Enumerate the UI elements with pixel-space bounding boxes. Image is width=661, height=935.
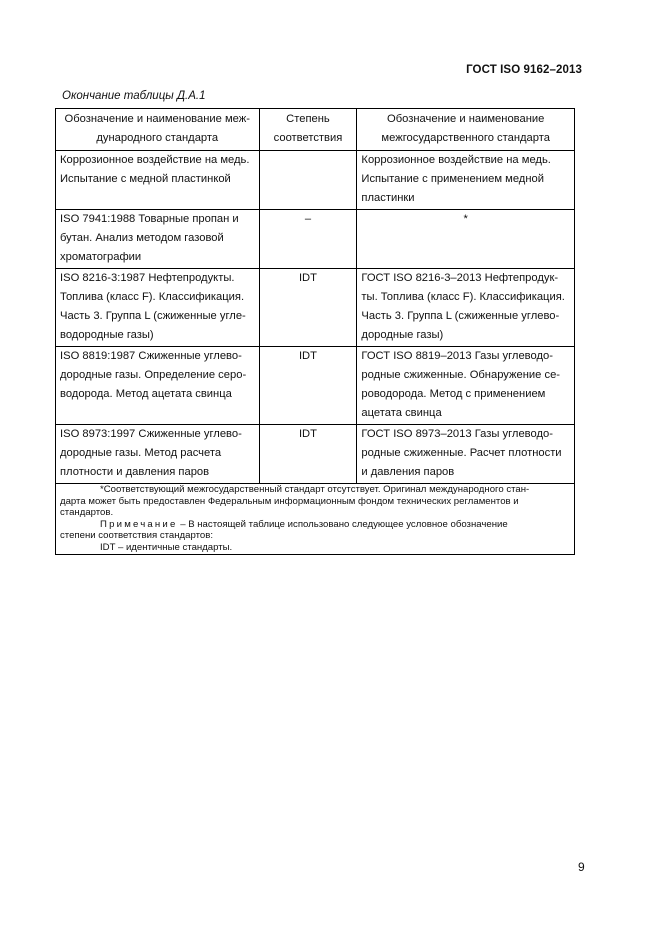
header-intl-standard: Обозначение и наименование меж- дународного стандарта <box>56 109 260 151</box>
intl-standard-cell: ISO 8819:1987 Сжиженные углево- дородные газы. Определение серо- водорода. Метод ацетата свинца <box>56 347 260 425</box>
intl-standard-cell: ISO 7941:1988 Товарные пропан и бутан. Анализ методом газовой хроматографии <box>56 210 260 269</box>
table-footnote <box>56 484 575 555</box>
table-row <box>56 151 575 210</box>
interstate-standard-cell: ГОСТ ISO 8819–2013 Газы углеводо- родные сжиженные. Обнаружение се- роводорода. Метод с применением ацетата свинца <box>357 347 575 425</box>
table-row <box>56 425 575 484</box>
degree-cell: IDT <box>259 425 357 484</box>
note-line: степени соответствия стандартов: <box>60 530 213 542</box>
header-interstate-standard: Обозначение и наименование межгосударственного стандарта <box>357 109 575 151</box>
idt-definition: IDT – идентичные стандарты. <box>100 541 233 553</box>
footnote-line: дарта может быть предоставлен Федеральным информационным фондом технических регламентов и <box>60 495 519 507</box>
table-row <box>56 347 575 425</box>
correspondence-table <box>55 108 575 555</box>
interstate-standard-cell: ГОСТ ISO 8973–2013 Газы углеводо- родные сжиженные. Расчет плотности и давления паров <box>357 425 575 484</box>
header-degree: Степень соответствия <box>259 109 357 151</box>
interstate-standard-cell: ГОСТ ISO 8216-3–2013 Нефтепродук- ты. Топлива (класс F). Классификация. Часть 3. Группа L (сжиженные углево- дородные газы) <box>357 269 575 347</box>
footnote-row <box>56 484 575 555</box>
note-text: – В настоящей таблице использовано следующее условное обозначение <box>177 518 508 530</box>
footnote-line: стандартов. <box>60 507 114 519</box>
table-row <box>56 210 575 269</box>
standard-code: ГОСТ ISO 9162–2013 <box>466 64 582 76</box>
intl-standard-cell: Коррозионное воздействие на медь. Испытание с медной пластинкой <box>56 151 260 210</box>
intl-standard-cell: ISO 8973:1997 Сжиженные углево- дородные газы. Метод расчета плотности и давления паров <box>56 425 260 484</box>
degree-cell: IDT <box>259 347 357 425</box>
page-number: 9 <box>578 860 585 874</box>
degree-cell: – <box>259 210 357 269</box>
note-label: Примечание <box>100 518 178 530</box>
table-header-row <box>56 109 575 151</box>
footnote-line: *Соответствующий межгосударственный стандарт отсутствует. Оригинал международного стан- <box>100 484 530 495</box>
table-row <box>56 269 575 347</box>
note-line <box>60 519 570 531</box>
interstate-standard-cell: Коррозионное воздействие на медь. Испытание с применением медной пластинки <box>357 151 575 210</box>
degree-cell: IDT <box>259 269 357 347</box>
degree-cell <box>259 151 357 210</box>
interstate-standard-cell: * <box>357 210 575 269</box>
intl-standard-cell: ISO 8216-3:1987 Нефтепродукты. Топлива (класс F). Классификация. Часть 3. Группа L (сжиженные угле- водородные газы) <box>56 269 260 347</box>
table-caption: Окончание таблицы Д.А.1 <box>62 90 206 102</box>
